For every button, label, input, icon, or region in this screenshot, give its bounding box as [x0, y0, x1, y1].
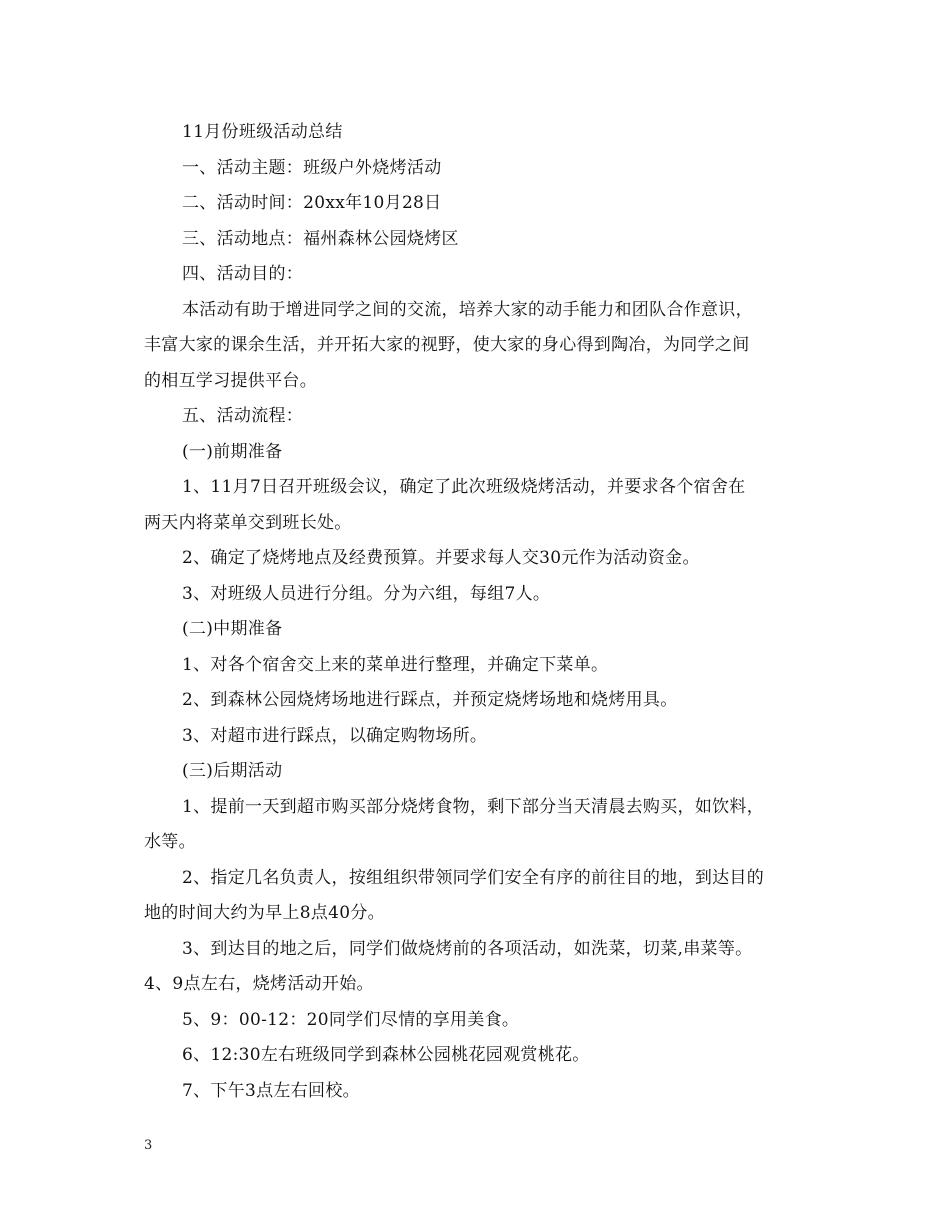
text-line: 一、活动主题：班级户外烧烤活动	[182, 157, 442, 178]
text-line: 1、11月7日召开班级会议，确定了此次班级烧烤活动，并要求各个宿舍在	[182, 477, 746, 497]
text-line: 1、对各个宿舍交上来的菜单进行整理，并确定下菜单。	[182, 654, 609, 675]
text-line: 2、确定了烧烤地点及经费预算。并要求每人交30元作为活动资金。	[182, 548, 700, 568]
text-line: 11月份班级活动总结	[182, 122, 343, 142]
text-line: 本活动有助于增进同学之间的交流，培养大家的动手能力和团队合作意识，	[182, 299, 753, 320]
text-line: 二、活动时间：20xx年10月28日	[182, 193, 442, 213]
text-line: (三)后期活动	[182, 761, 283, 781]
text-line: 5、9：00-12：20同学们尽情的享用美食。	[182, 1009, 520, 1030]
text-line: 的相互学习提供平台。	[144, 370, 317, 391]
text-line: (二)中期准备	[182, 619, 283, 639]
text-line: 3、对班级人员进行分组。分为六组，每组7人。	[182, 583, 551, 604]
text-line: 三、活动地点：福州森林公园烧烤区	[182, 228, 459, 249]
text-line: 2、到森林公园烧烤场地进行踩点，并预定烧烤场地和烧烤用具。	[182, 690, 678, 710]
page-number: 3	[144, 1138, 153, 1153]
text-line: 1、提前一天到超市购买部分烧烤食物，剩下部分当天清晨去购买，如饮料，	[182, 796, 765, 817]
text-line: 6、12:30左右班级同学到森林公园桃花园观赏桃花。	[182, 1045, 590, 1065]
text-line: 2、指定几名负责人，按组组织带领同学们安全有序的前往目的地，到达目的	[182, 867, 765, 888]
text-line: 3、对超市进行踩点，以确定购物场所。	[182, 725, 488, 746]
text-line: 3、到达目的地之后，同学们做烧烤前的各项活动，如洗菜，切菜,串菜等。	[182, 938, 753, 959]
text-line: 7、下午3点左右回校。	[182, 1080, 360, 1101]
text-line: 两天内将菜单交到班长处。	[144, 512, 352, 533]
document-body	[144, 115, 814, 1109]
text-line: 四、活动目的：	[182, 264, 304, 284]
text-line: 4、9点左右，烧烤活动开始。	[144, 974, 374, 994]
text-line: 五、活动流程：	[182, 406, 304, 426]
text-line: 丰富大家的课余生活，并开拓大家的视野，使大家的身心得到陶冶，为同学之间	[144, 335, 750, 355]
text-line: 水等。	[144, 832, 196, 852]
text-line: 地的时间大约为早上8点40分。	[144, 903, 385, 923]
text-line: (一)前期准备	[182, 441, 283, 462]
